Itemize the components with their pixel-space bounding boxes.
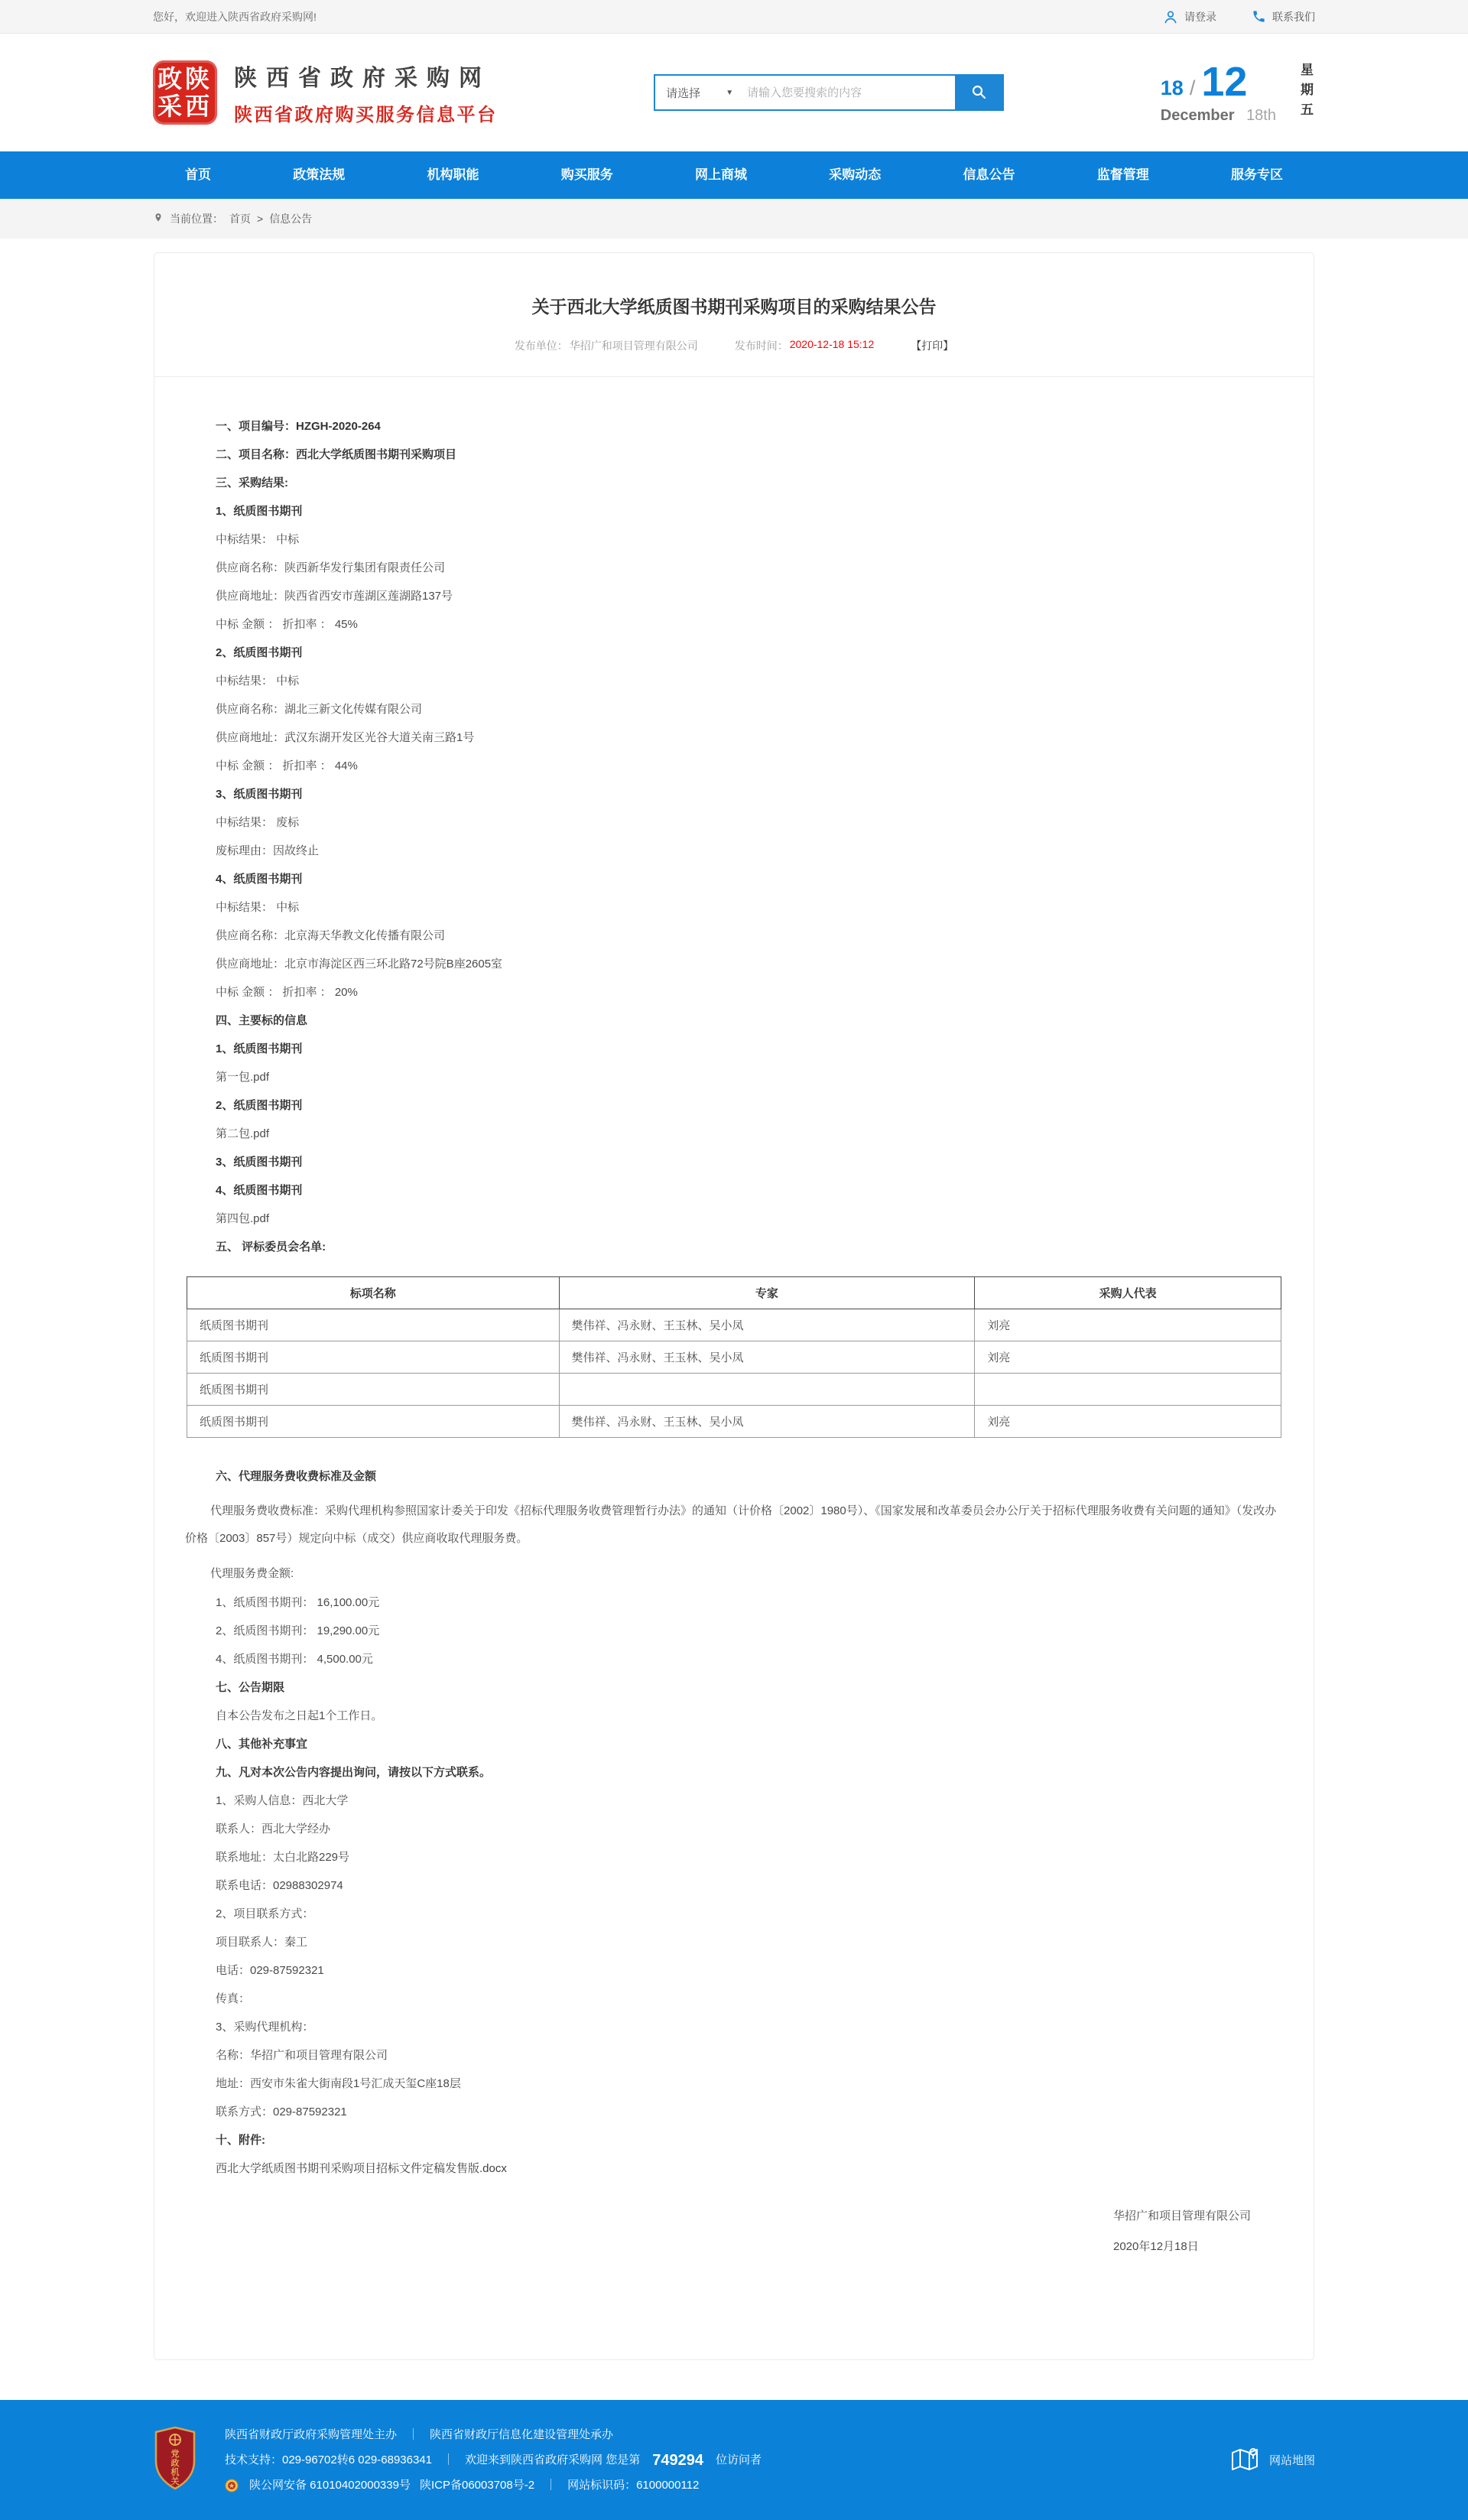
article-line: 废标理由：因故终止 (216, 844, 320, 857)
article-line: 供应商地址：陕西省西安市莲湖区莲湖路137号 (216, 590, 453, 603)
article-body-post (154, 1445, 1314, 2270)
nav-item[interactable]: 机构职能 (427, 167, 479, 182)
article-line: 2、项目联系方式： (216, 1907, 314, 1920)
article-line: 五、 评标委员会名单: (216, 1240, 326, 1253)
search-button[interactable] (955, 76, 1002, 109)
nav-item[interactable]: 政策法规 (293, 167, 346, 182)
cell-item-name: 纸质图书期刊 (187, 1341, 560, 1374)
article-card (154, 252, 1314, 2360)
logo-text-top: 政陕 (157, 65, 213, 93)
article-line: 六、代理服务费收费标准及金额 (216, 1470, 377, 1483)
nav-item[interactable]: 服务专区 (1231, 167, 1283, 182)
cell-experts: 樊伟祥、冯永财、王玉林、吴小凤 (559, 1341, 975, 1374)
article-line: 供应商名称：陕西新华发行集团有限责任公司 (216, 561, 446, 574)
chevron-down-icon: ▼ (726, 88, 734, 97)
article-line: 中标结果： 中标 (216, 675, 300, 688)
footer-site-code: 网站标识码：6100000112 (567, 2478, 700, 2492)
sitemap-map-icon (1228, 2442, 1262, 2479)
nav-item[interactable]: 监督管理 (1096, 167, 1149, 182)
footer-visitor-suffix: 位访问者 (715, 2453, 762, 2466)
article-line: 西北大学纸质图书期刊采购项目招标文件定稿发售版.docx (216, 2162, 507, 2175)
cell-item-name: 纸质图书期刊 (187, 1309, 560, 1341)
cell-purchaser-rep: 刘亮 (975, 1341, 1281, 1374)
contact-link[interactable] (1252, 9, 1315, 24)
site-subtitle: 陕西省政府购买服务信息平台 (234, 105, 498, 125)
svg-text:党: 党 (171, 2450, 180, 2459)
cell-purchaser-rep: 刘亮 (975, 1406, 1281, 1438)
article-line: 第一包.pdf (216, 1071, 270, 1084)
brand (153, 59, 498, 126)
search-icon (970, 83, 987, 102)
logo-text-bottom: 采西 (157, 93, 213, 120)
article-line: 1、采购人信息：西北大学 (216, 1794, 349, 1807)
article-line: 代理服务费金额: (210, 1567, 294, 1580)
table-row (187, 1406, 1281, 1438)
article-line: 联系人：西北大学经办 (216, 1823, 331, 1836)
signature-block (216, 2209, 1252, 2270)
article-line: 供应商名称：北京海天华教文化传播有限公司 (216, 929, 446, 942)
search-box (654, 74, 1004, 111)
table-row (187, 1309, 1281, 1341)
article-line: 供应商地址：武汉东湖开发区光谷大道关南三路1号 (216, 731, 475, 744)
article-line: 三、采购结果: (216, 476, 288, 489)
article-line: 中标结果： 废标 (216, 816, 300, 829)
date-separator: / (1189, 76, 1196, 99)
article-line: 一、项目编号：HZGH-2020-264 (216, 420, 381, 433)
search-select-label: 请选择 (666, 86, 701, 100)
article-line: 1、纸质图书期刊 (216, 505, 303, 518)
article-section-post (185, 1469, 1277, 2177)
publish-time-label: 发布时间： (734, 340, 788, 352)
date-ordinal: 18th (1246, 106, 1276, 124)
footer-tech-support: 技术支持：029-96702转6 029-68936341 (225, 2453, 433, 2466)
footer-beian[interactable]: 陕公网安备 61010402000339号 (249, 2478, 411, 2492)
svg-text:关: 关 (171, 2477, 180, 2486)
article-line: 2、纸质图书期刊： 19,290.00元 (216, 1624, 380, 1637)
contact-label: 联系我们 (1272, 10, 1315, 23)
article-line: 2、纸质图书期刊 (216, 1099, 303, 1112)
article-line: 联系电话：02988302974 (216, 1879, 343, 1892)
article-line: 1、纸质图书期刊 (216, 1042, 303, 1055)
date-day: 18 (1160, 76, 1184, 99)
publish-time-value: 2020-12-18 15:12 (789, 338, 875, 350)
date-display (1160, 58, 1315, 125)
article-line: 中标 金额 ： 折扣率 ： 45% (216, 618, 358, 631)
site-logo (153, 60, 217, 125)
article-line: 第二包.pdf (216, 1127, 270, 1140)
search-input[interactable] (741, 76, 955, 109)
evaluation-committee-table (187, 1276, 1281, 1438)
article-line: 九、凡对本次公告内容提出询问，请按以下方式联系。 (216, 1766, 492, 1779)
table-header-cell: 采购人代表 (975, 1277, 1281, 1309)
login-label: 请登录 (1184, 10, 1216, 23)
topbar (0, 0, 1468, 34)
table-row (187, 1341, 1281, 1374)
cell-experts: 樊伟祥、冯永财、王玉林、吴小凤 (559, 1406, 975, 1438)
footer-icp[interactable]: 陕ICP备06003708号-2 (419, 2478, 535, 2492)
svg-text:机: 机 (171, 2468, 180, 2477)
government-emblem-icon (153, 2426, 197, 2494)
article-line: 第四包.pdf (216, 1212, 270, 1225)
user-icon (1163, 9, 1178, 24)
cell-item-name: 纸质图书期刊 (187, 1406, 560, 1438)
article-body (154, 377, 1314, 1255)
article-line: 四、主要标的信息 (216, 1014, 308, 1027)
article-line: 4、纸质图书期刊： 4,500.00元 (216, 1653, 373, 1666)
nav-item[interactable]: 采购动态 (829, 167, 882, 182)
footer-co-organizer: 陕西省财政厅信息化建设管理处承办 (430, 2427, 614, 2441)
article-line: 3、纸质图书期刊 (216, 1156, 303, 1169)
article-line: 七、公告期限 (216, 1681, 285, 1694)
nav-item[interactable]: 购买服务 (560, 167, 613, 182)
breadcrumb-current[interactable]: 信息公告 (269, 213, 313, 225)
article-line: 联系地址：太白北路229号 (216, 1851, 350, 1864)
article-line: 自本公告发布之日起1个工作日。 (216, 1709, 383, 1722)
footer-separator: ｜ (408, 2427, 420, 2441)
article-line: 供应商地址：北京市海淀区西三环北路72号院B座2605室 (216, 958, 503, 971)
cell-purchaser-rep (975, 1374, 1281, 1406)
publisher-label: 发布单位： (514, 340, 568, 352)
login-link[interactable] (1163, 9, 1216, 24)
cell-item-name: 纸质图书期刊 (187, 1374, 560, 1406)
article-line: 传真： (216, 1992, 251, 2005)
table-row (187, 1374, 1281, 1406)
main-nav (0, 151, 1468, 199)
footer-separator: ｜ (545, 2478, 557, 2492)
article-line: 中标 金额 ： 折扣率 ： 20% (216, 986, 358, 999)
police-badge-icon (225, 2479, 239, 2492)
breadcrumb-bar (0, 199, 1468, 239)
article-line: 代理服务费收费标准：采购代理机构参照国家计委关于印发《招标代理服务收费管理暂行办法》的通知（计价格〔2002〕1980号）、《国家发展和改革委员会办公厅关于招标代理服务收费有关问题的通知》（发改办价格〔2003〕857号）规定向中标（成交）供应商收取代理服务费。 (185, 1504, 1277, 1545)
article-line: 二、项目名称：西北大学纸质图书期刊采购项目 (216, 448, 457, 461)
table-header-cell: 标项名称 (187, 1277, 560, 1309)
article-line: 中标结果： 中标 (216, 533, 300, 546)
article-line: 供应商名称：湖北三新文化传媒有限公司 (216, 703, 423, 716)
visitor-count: 749294 (652, 2451, 703, 2469)
table-header-row (187, 1277, 1281, 1309)
article-line: 电话：029-87592321 (216, 1964, 324, 1977)
article-line: 八、其他补充事宜 (216, 1738, 308, 1751)
signature-date: 2020年12月18日 (1112, 2240, 1199, 2253)
date-weekday: 星期五 (1298, 63, 1313, 122)
location-pin-icon (153, 212, 164, 226)
nav-item[interactable]: 首页 (185, 167, 211, 182)
article-title: 关于西北大学纸质图书期刊采购项目的采购结果公告 (531, 297, 937, 317)
footer (0, 2400, 1468, 2520)
footer-organizer: 陕西省财政厅政府采购管理处主办 (225, 2427, 398, 2441)
svg-text:政: 政 (171, 2459, 180, 2468)
cell-experts (559, 1374, 975, 1406)
sitemap-link[interactable] (1228, 2442, 1315, 2479)
breadcrumb-home[interactable]: 首页 (229, 213, 251, 225)
article-line: 1、纸质图书期刊： 16,100.00元 (216, 1596, 380, 1609)
signature-company: 华招广和项目管理有限公司 (1112, 2209, 1251, 2222)
article-line: 4、纸质图书期刊 (216, 873, 303, 886)
table-header-cell: 专家 (559, 1277, 975, 1309)
article-line: 3、采购代理机构： (216, 2021, 314, 2034)
publisher-value: 华招广和项目管理有限公司 (569, 340, 698, 352)
article-line: 项目联系人：秦工 (216, 1936, 308, 1949)
nav-item[interactable]: 信息公告 (963, 167, 1015, 182)
article-line: 名称：华招广和项目管理有限公司 (216, 2049, 388, 2062)
phone-icon (1252, 9, 1266, 24)
article-line: 中标结果： 中标 (216, 901, 300, 914)
article-section-pre (216, 419, 1252, 1255)
date-month-name: December (1160, 106, 1235, 124)
footer-separator: ｜ (443, 2453, 455, 2466)
site-header (0, 34, 1468, 151)
welcome-text: 您好，欢迎进入陕西省政府采购网! (153, 10, 317, 23)
article-line: 4、纸质图书期刊 (216, 1184, 303, 1197)
article-line: 地址：西安市朱雀大街南段1号汇成天玺C座18层 (216, 2077, 461, 2090)
cell-purchaser-rep: 刘亮 (975, 1309, 1281, 1341)
sitemap-label: 网站地图 (1268, 2454, 1315, 2467)
print-button[interactable]: 【打印】 (911, 340, 954, 352)
article-line: 2、纸质图书期刊 (216, 646, 303, 659)
nav-item[interactable]: 网上商城 (695, 167, 747, 182)
date-month-number: 12 (1201, 58, 1248, 105)
article-line: 十、附件: (216, 2134, 265, 2147)
article-line: 联系方式：029-87592321 (216, 2105, 347, 2118)
breadcrumb-label: 当前位置： (170, 213, 223, 225)
search-category-select[interactable] (655, 76, 741, 109)
article-line: 中标 金额 ： 折扣率 ： 44% (216, 759, 358, 772)
footer-visitor-text: 欢迎来到陕西省政府采购网 您是第 (465, 2453, 641, 2466)
breadcrumb (153, 199, 1315, 239)
breadcrumb-separator: > (257, 213, 264, 225)
article-line: 3、纸质图书期刊 (216, 788, 303, 801)
cell-experts: 樊伟祥、冯永财、王玉林、吴小凤 (559, 1309, 975, 1341)
site-name: 陕西省政府采购网 (234, 66, 491, 91)
